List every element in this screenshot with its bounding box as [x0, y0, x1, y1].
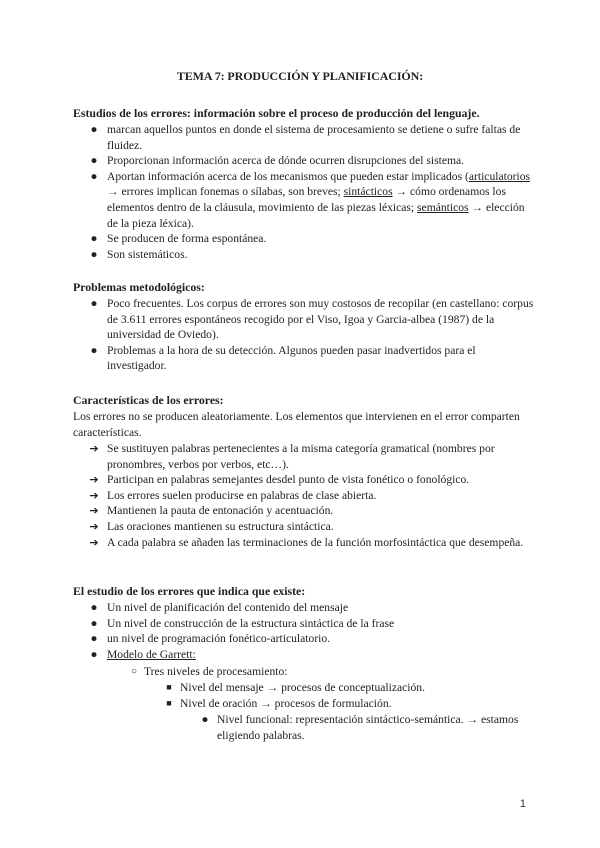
circle-bullet-icon: ○ [130, 666, 138, 677]
list-item: ● Problemas a la hora de su detección. Algunos pueden pasar inadvertidos para el investigador. [90, 343, 476, 373]
list-item-mechanisms: ● Aportan información acerca de los mecanismos que pueden estar implicados (articulatorios → errores implican fonemas o sílabas, son breves; sintácticos → cómo ordenamos los elementos dentro de la cláusula, movimiento de las piezas léxicas; semánticos → elección de la pieza léxica). [90, 169, 531, 230]
estudios-list [90, 122, 537, 262]
heading-estudios: Estudios de los errores: información sobre el proceso de producción del lenguaje. [73, 106, 480, 120]
arrow-icon: ➔ [89, 473, 99, 487]
bullet-icon: ● [90, 123, 98, 136]
term-semanticos: semánticos [417, 200, 469, 214]
page-number: 1 [519, 798, 526, 810]
list-item-garrett [90, 647, 537, 663]
square-bullet-icon: ■ [166, 682, 172, 692]
bullet-icon: ● [90, 169, 98, 183]
list-item: ➔ Se sustituyen palabras pertenecientes a la misma categoría gramatical (nombres por pronombres, verbos por verbos, etc…). [107, 441, 537, 472]
bullet-icon: ● [201, 713, 209, 726]
term-sintacticos: sintácticos [343, 185, 393, 199]
heading-problemas: Problemas metodológicos: [73, 280, 205, 294]
list-item: ● Se producen de forma espontánea. [90, 232, 267, 246]
bullet-icon: ● [90, 297, 98, 310]
bullet-icon: ● [90, 616, 98, 630]
caracteristicas-intro: Los errores no se producen aleatoriamente. Los elementos que intervienen en el error comparten características. [73, 410, 520, 439]
list-item: ● Nivel funcional: representación sintáctico-semántica. → estamos eligiendo palabras. [201, 713, 519, 742]
page-title: TEMA 7: PRODUCCIÓN Y PLANIFICACIÓN: [176, 69, 424, 83]
arrow-icon: ➔ [89, 504, 99, 518]
funcional-sublist [201, 712, 537, 743]
list-item: ■ Nivel del mensaje → procesos de conceptualización. [180, 680, 540, 696]
square-bullet-icon: ■ [166, 697, 172, 708]
list-item: ➔ Las oraciones mantienen su estructura sintáctica. [107, 519, 537, 535]
bullet-icon: ● [90, 154, 98, 168]
arrow-icon: ➔ [89, 488, 99, 502]
list-item: ● Poco frecuentes. Los corpus de errores son muy costosos de recopilar (en castellano: corpus de 3.611 errores espontáneos recogido por el Viso, Igoa y Garcia-albea (1987) de la universidad de Oviedo). [90, 297, 534, 342]
niveles-list [90, 600, 537, 662]
arrow-icon: ➔ [89, 442, 99, 455]
bullet-icon: ● [90, 232, 98, 246]
procesamiento-sublist [166, 680, 540, 711]
list-item: ➔ A cada palabra se añaden las terminaciones de la función morfosintáctica que desempeña. [107, 535, 537, 551]
heading-caracteristicas: Características de los errores: [73, 393, 224, 407]
bullet-icon: ● [90, 247, 98, 261]
list-item: ○ Tres niveles de procesamiento: [130, 665, 288, 678]
list-item: ● un nivel de programación fonético-articulatorio. [90, 632, 331, 646]
caracteristicas-list [89, 441, 537, 550]
term-articulatorios: articulatorios [468, 169, 531, 183]
list-item: ● Un nivel de construcción de la estructura sintáctica de la frase [90, 616, 395, 630]
garrett-sublist [130, 664, 534, 680]
bullet-icon: ● [90, 343, 98, 357]
bullet-icon: ● [90, 647, 98, 661]
list-item: ● Un nivel de planificación del contenido del mensaje [90, 601, 349, 614]
bullet-icon: ● [90, 632, 98, 646]
list-item: ● Son sistemáticos. [90, 247, 188, 261]
list-item: ● Proporcionan información acerca de dónde ocurren disrupciones del sistema. [90, 154, 465, 168]
heading-estudio-niveles: El estudio de los errores que indica que existe: [73, 584, 306, 598]
bullet-icon: ● [90, 601, 98, 614]
list-item: ■ Nivel de oración → procesos de formulación. [180, 696, 540, 712]
list-item: ➔ Los errores suelen producirse en palabras de clase abierta. [107, 488, 537, 504]
arrow-icon: ➔ [89, 535, 99, 549]
list-item: ● marcan aquellos puntos en donde el sistema de procesamiento se detiene o sufre faltas de fluidez. [90, 123, 521, 152]
arrow-icon: ➔ [89, 519, 99, 533]
garrett-model-label: Modelo de Garrett: [107, 647, 196, 661]
problemas-list [90, 296, 537, 374]
list-item: ➔ Participan en palabras semejantes desdel punto de vista fonético o fonológico. [107, 472, 537, 488]
list-item: ➔ Mantienen la pauta de entonación y acentuación. [107, 503, 537, 519]
